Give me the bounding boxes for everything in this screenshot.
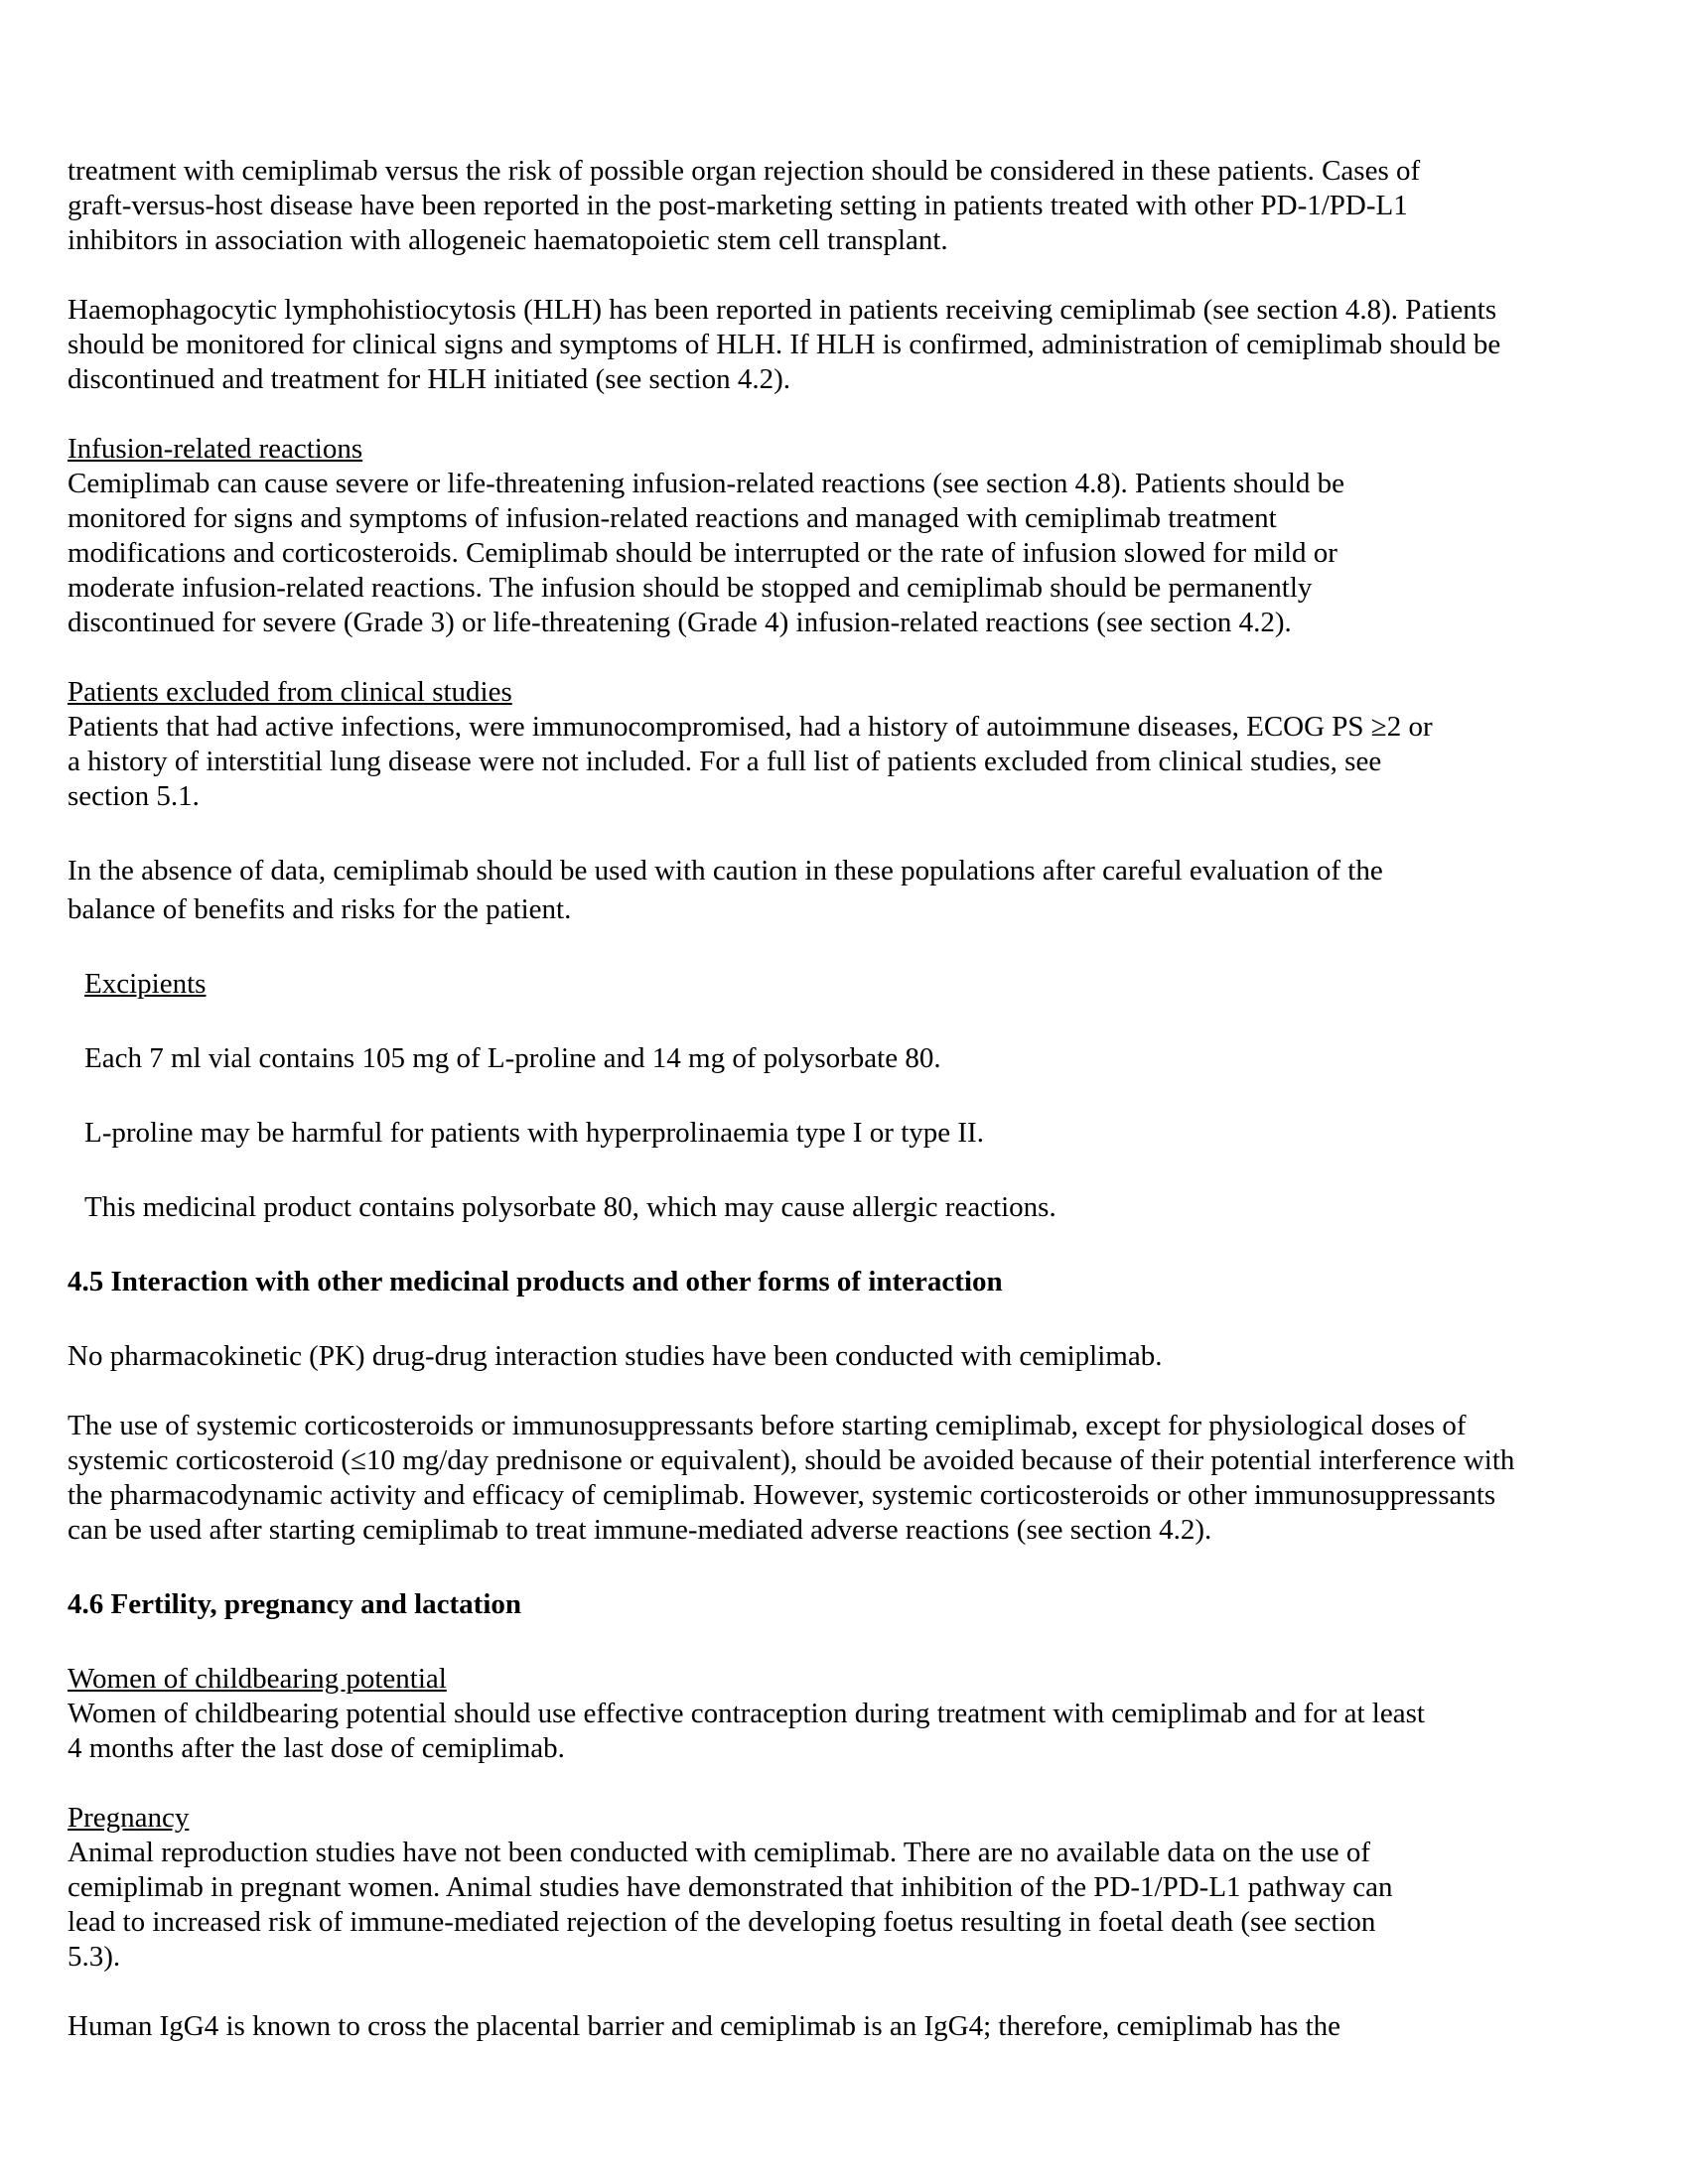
section-4-6	[68, 1587, 1617, 2044]
text-line: Human IgG4 is known to cross the placental barrier and cemiplimab is an IgG4; therefore, cemiplimab has the	[68, 2010, 1341, 2042]
text-line: Cemiplimab can cause severe or life-threatening infusion-related reactions (see section 4.8). Patients should be	[68, 468, 1345, 499]
text-line: No pharmacokinetic (PK) drug-drug interaction studies have been conducted with cemiplimab.	[68, 1340, 1163, 1372]
text-line: discontinued and treatment for HLH initiated (see section 4.2).	[68, 363, 791, 395]
text-line: balance of benefits and risks for the patient.	[68, 893, 572, 925]
subheading-infusion: Infusion-related reactions	[68, 433, 363, 465]
text-line: a history of interstitial lung disease were not included. For a full list of patients excluded from clinical studies, see	[68, 746, 1382, 777]
text-line: 5.3).	[68, 1941, 121, 1973]
text-line: Patients that had active infections, were immunocompromised, had a history of autoimmune diseases, ECOG PS ≥2 or	[68, 711, 1433, 743]
text-line: lead to increased risk of immune-mediated rejection of the developing foetus resulting in foetal death (see section	[68, 1906, 1376, 1938]
text-line: Women of childbearing potential should use effective contraception during treatment with cemiplimab and for at least	[68, 1698, 1425, 1729]
document-page	[68, 154, 1617, 2044]
text-line: graft-versus-host disease have been reported in the post-marketing setting in patients treated with other PD-1/PD-L1	[68, 190, 1408, 221]
text-line: monitored for signs and symptoms of infusion-related reactions and managed with cemiplimab treatment	[68, 502, 1277, 534]
text-line: moderate infusion-related reactions. The infusion should be stopped and cemiplimab should be permanently	[68, 572, 1313, 604]
text-line: L-proline may be harmful for patients with hyperprolinaemia type I or type II.	[84, 1117, 984, 1149]
section-infusion-related-reactions	[68, 432, 1617, 640]
text-line: discontinued for severe (Grade 3) or life-threatening (Grade 4) infusion-related reactions (see section 4.2).	[68, 607, 1292, 638]
subheading-pregnancy: Pregnancy	[68, 1802, 190, 1834]
text-line: should be monitored for clinical signs and symptoms of HLH. If HLH is confirmed, administration of cemiplimab should be	[68, 329, 1501, 360]
text-line: the pharmacodynamic activity and efficacy of cemiplimab. However, systemic corticosteroids or other immunosuppressants	[68, 1479, 1496, 1511]
section-excipients	[68, 967, 1617, 1225]
section-patients-excluded	[68, 675, 1617, 814]
text-line: Haemophagocytic lymphohistiocytosis (HLH) has been reported in patients receiving cemiplimab (see section 4.8). Patients	[68, 294, 1497, 326]
paragraph-hlh	[68, 293, 1617, 397]
text-line: Animal reproduction studies have not been conducted with cemiplimab. There are no available data on the use of	[68, 1837, 1371, 1868]
text-line: systemic corticosteroid (≤10 mg/day prednisone or equivalent), should be avoided because of their potential interference with	[68, 1444, 1515, 1476]
text-line: This medicinal product contains polysorbate 80, which may cause allergic reactions.	[84, 1191, 1056, 1223]
section-heading-4-5: 4.5 Interaction with other medicinal products and other forms of interaction	[68, 1266, 1003, 1297]
text-line: modifications and corticosteroids. Cemiplimab should be interrupted or the rate of infusion slowed for mild or	[68, 537, 1337, 569]
text-line: section 5.1.	[68, 780, 200, 812]
text-line: cemiplimab in pregnant women. Animal studies have demonstrated that inhibition of the PD-1/PD-L1 pathway can	[68, 1871, 1393, 1903]
text-line: can be used after starting cemiplimab to treat immune-mediated adverse reactions (see section 4.2).	[68, 1514, 1212, 1546]
subheading-excipients: Excipients	[84, 968, 207, 1000]
section-heading-4-6: 4.6 Fertility, pregnancy and lactation	[68, 1588, 522, 1620]
text-line: 4 months after the last dose of cemiplimab.	[68, 1732, 565, 1764]
text-line: treatment with cemiplimab versus the risk of possible organ rejection should be considered in these patients. Cases of	[68, 155, 1421, 187]
text-line: In the absence of data, cemiplimab should be used with caution in these populations after careful evaluation of the	[68, 855, 1383, 887]
text-line: inhibitors in association with allogeneic haematopoietic stem cell transplant.	[68, 224, 948, 256]
subheading-women-childbearing: Women of childbearing potential	[68, 1663, 447, 1695]
paragraph-organ-rejection	[68, 154, 1617, 258]
text-line: Each 7 ml vial contains 105 mg of L-proline and 14 mg of polysorbate 80.	[84, 1042, 941, 1074]
subheading-excluded: Patients excluded from clinical studies	[68, 676, 512, 708]
text-line: The use of systemic corticosteroids or immunosuppressants before starting cemiplimab, except for physiological doses of	[68, 1410, 1467, 1441]
paragraph-absence-of-data	[68, 854, 1617, 927]
section-4-5	[68, 1265, 1617, 1548]
